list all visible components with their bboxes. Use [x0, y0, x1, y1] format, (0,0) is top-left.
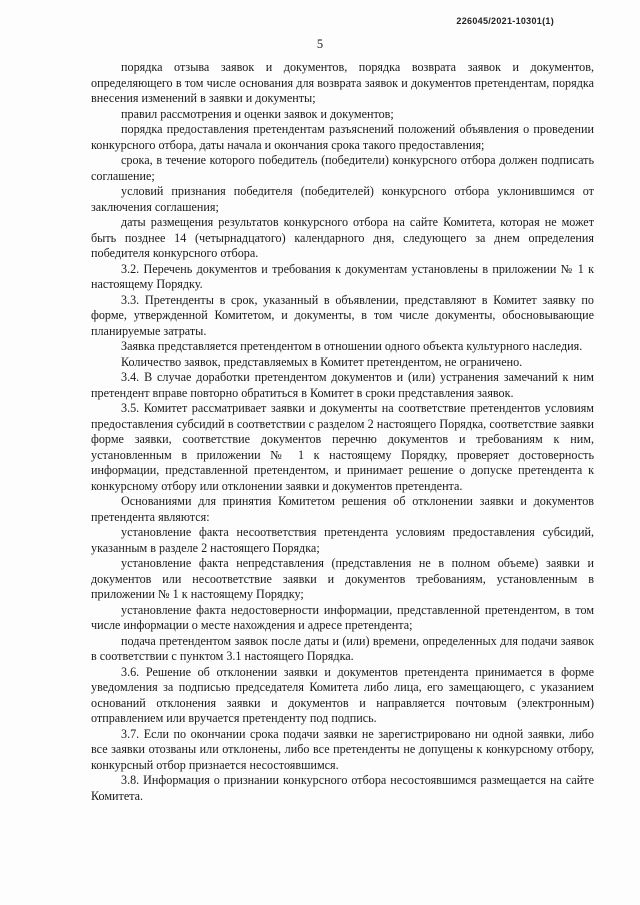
- paragraph: даты размещения результатов конкурсного отбора на сайте Комитета, которая не может быть позднее 14 (четырнадцатого) календарного дня, следующего за днем определения победителя конкурсного отбора.: [91, 215, 594, 260]
- document-body: [91, 60, 594, 804]
- paragraph: установление факта непредставления (представления не в полном объеме) заявки и документов или несоответствие заявки и документов требованиям, установленным в приложении № 1 к настоящему Порядку;: [91, 556, 594, 601]
- paragraph: порядка предоставления претендентам разъяснений положений объявления о проведении конкурсного отбора, даты начала и окончания срока такого предоставления;: [91, 122, 594, 152]
- paragraph: Основаниями для принятия Комитетом решения об отклонении заявки и документов претендента являются:: [91, 494, 594, 524]
- document-id: 226045/2021-10301(1): [456, 16, 554, 26]
- paragraph: установление факта недостоверности информации, представленной претендентом, в том числе информации о месте нахождения и адресе претендента;: [91, 602, 594, 632]
- paragraph: 3.8. Информация о признании конкурсного отбора несостоявшимся размещается на сайте Комитета.: [91, 773, 594, 803]
- paragraph: 3.5. Комитет рассматривает заявки и документы на соответствие претендентов условиям предоставления субсидий в соответствии с разделом 2 настоящего Порядка, соответствие заявки форме заявки, соответствие документов перечню документов и требованиям к ним, установленным в приложении № 1 к настоящему Порядку, проверяет достоверность информации, представленной претендентом, и принимает решение о допуске претендента к конкурсному отбору или отклонении заявки и документов претендента.: [91, 401, 594, 493]
- paragraph: условий признания победителя (победителей) конкурсного отбора уклонившимся от заключения соглашения;: [91, 184, 594, 214]
- paragraph: 3.2. Перечень документов и требования к документам установлены в приложении № 1 к настоящему Порядку.: [91, 261, 594, 291]
- paragraph: установление факта несоответствия претендента условиям предоставления субсидий, указанным в разделе 2 настоящего Порядка;: [91, 525, 594, 555]
- paragraph: 3.6. Решение об отклонении заявки и документов претендента принимается в форме уведомления за подписью председателя Комитета либо лица, его замещающего, с указанием оснований отклонения заявки и документов и направляется почтовым (электронным) отправлением или вручается претенденту под подпись.: [91, 664, 594, 725]
- paragraph: Заявка представляется претендентом в отношении одного объекта культурного наследия.: [121, 339, 583, 353]
- paragraph: порядка отзыва заявок и документов, порядка возврата заявок и документов, определяющего в том числе основания для возврата заявок и документов претендентам, порядка внесения изменений в заявки и документы;: [91, 60, 594, 105]
- page-number: 5: [316, 37, 324, 51]
- paragraph: срока, в течение которого победитель (победители) конкурсного отбора должен подписать соглашение;: [91, 153, 594, 183]
- paragraph: 3.4. В случае доработки претендентом документов и (или) устранения замечаний к ним претендент вправе повторно обратиться в Комитет в сроки представления заявок.: [91, 370, 594, 400]
- paragraph: Количество заявок, представляемых в Комитет претендентом, не ограничено.: [121, 354, 523, 369]
- paragraph: 3.7. Если по окончании срока подачи заявки не зарегистрировано ни одной заявки, либо все заявки отозваны или отклонены, либо все претенденты не допущены к конкурсному отбору, конкурсный отбор признается несостоявшимся.: [91, 726, 594, 772]
- paragraph: 3.3. Претенденты в срок, указанный в объявлении, представляют в Комитет заявку по форме, утвержденной Комитетом, и документы, в том числе документы, обосновывающие планируемые затраты.: [91, 292, 594, 338]
- paragraph: подача претендентом заявок после даты и (или) времени, определенных для подачи заявок в соответствии с пунктом 3.1 настоящего Порядка.: [91, 633, 594, 663]
- paragraph: правил рассмотрения и оценки заявок и документов;: [121, 106, 394, 121]
